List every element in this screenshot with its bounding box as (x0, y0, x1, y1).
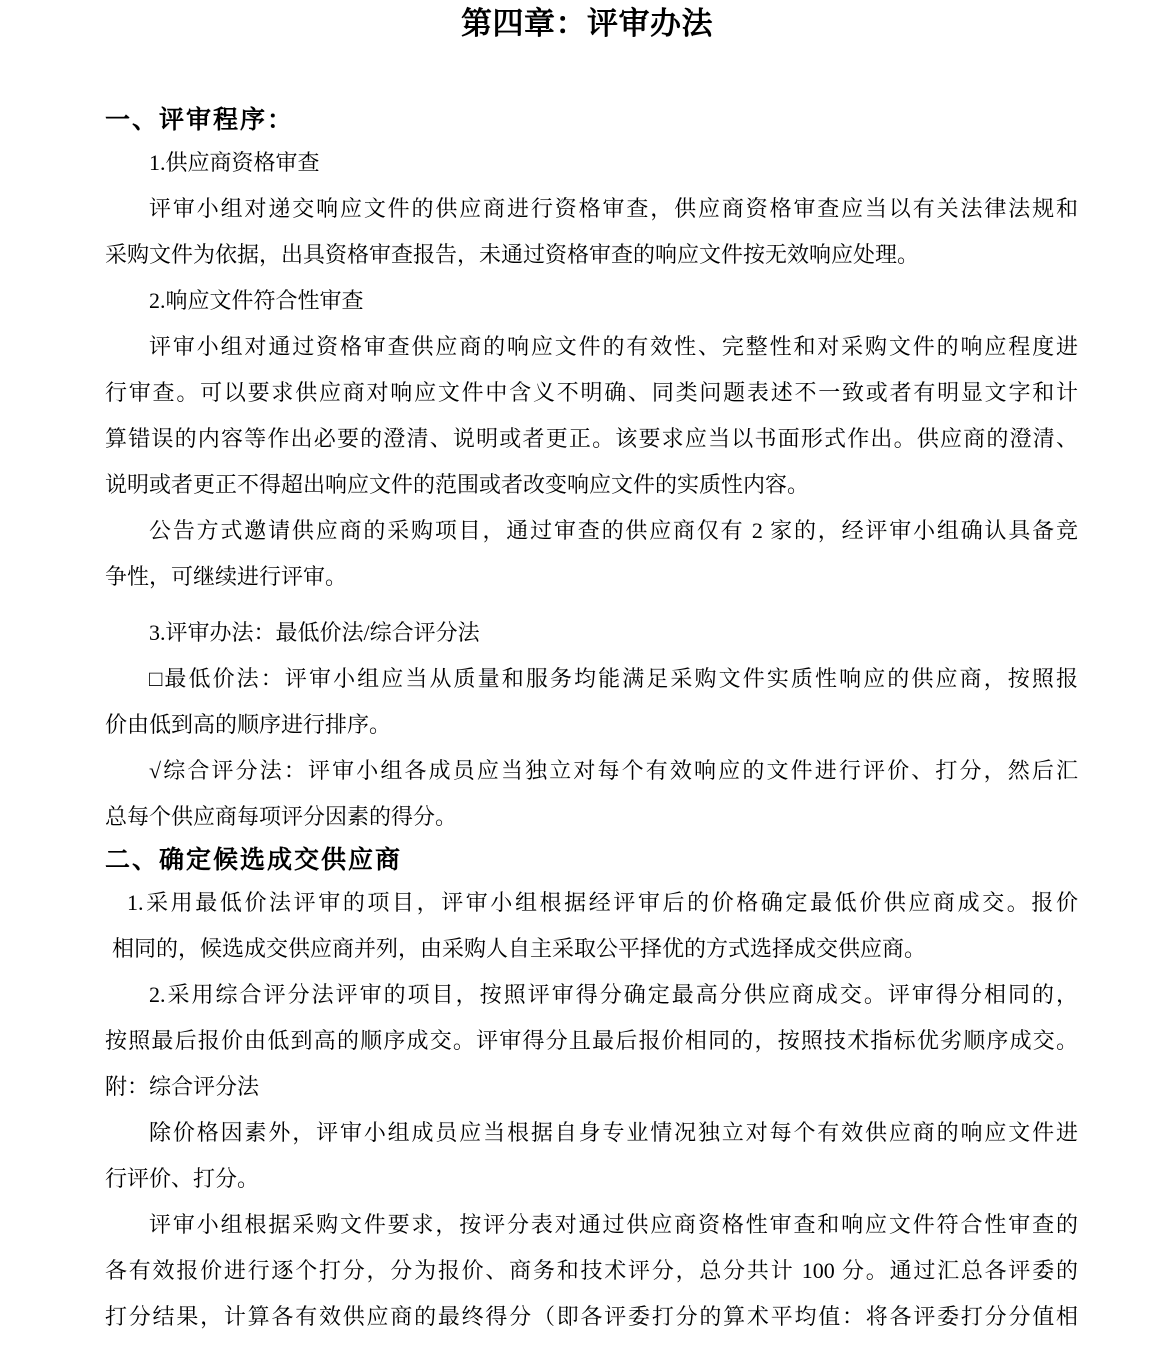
text-line: 3.评审办法：最低价法/综合评分法 (149, 620, 480, 645)
text-line: 除价格因素外，评审小组成员应当根据自身专业情况独立对每个有效供应商的响应文件进 (149, 1120, 1078, 1145)
text-line: 1.采用最低价法评审的项目，评审小组根据经评审后的价格确定最低价供应商成交。报价 (127, 890, 1078, 915)
text-line: 1.供应商资格审查 (149, 150, 320, 175)
text-line: 打分结果，计算各有效供应商的最终得分（即各评委打分的算术平均值：将各评委打分分值相 (105, 1304, 1078, 1329)
text-line: 总每个供应商每项评分因素的得分。 (105, 804, 458, 829)
text-line: 说明或者更正不得超出响应文件的范围或者改变响应文件的实质性内容。 (105, 472, 810, 497)
page-title: 第四章：评审办法 (461, 6, 713, 41)
text-line: 按照最后报价由低到高的顺序成交。评审得分且最后报价相同的，按照技术指标优劣顺序成交。 (105, 1028, 1078, 1053)
text-line: 行评价、打分。 (105, 1166, 260, 1191)
section-heading: 一、评审程序： (105, 106, 295, 134)
text-line: □最低价法：评审小组应当从质量和服务均能满足采购文件实质性响应的供应商，按照报 (149, 666, 1078, 691)
text-line: 公告方式邀请供应商的采购项目，通过审查的供应商仅有 2 家的，经评审小组确认具备竞 (149, 518, 1078, 543)
text-line: 相同的，候选成交供应商并列，由采购人自主采取公平择优的方式选择成交供应商。 (112, 936, 927, 961)
text-line: 2.响应文件符合性审查 (149, 288, 364, 313)
document-content (105, 100, 1078, 1340)
text-line: √综合评分法：评审小组各成员应当独立对每个有效响应的文件进行评价、打分，然后汇 (149, 758, 1078, 783)
text-line: 争性，可继续进行评审。 (105, 564, 348, 589)
text-line: 评审小组对通过资格审查供应商的响应文件的有效性、完整性和对采购文件的响应程度进 (149, 334, 1078, 359)
text-line: 行审查。可以要求供应商对响应文件中含义不明确、同类问题表述不一致或者有明显文字和计 (105, 380, 1078, 405)
text-line: 价由低到高的顺序进行排序。 (105, 712, 392, 737)
text-line: 2.采用综合评分法评审的项目，按照评审得分确定最高分供应商成交。评审得分相同的， (149, 982, 1078, 1007)
text-line: 采购文件为依据，出具资格审查报告，未通过资格审查的响应文件按无效响应处理。 (105, 242, 920, 267)
text-line: 算错误的内容等作出必要的澄清、说明或者更正。该要求应当以书面形式作出。供应商的澄清、 (105, 426, 1078, 451)
text-line: 各有效报价进行逐个打分，分为报价、商务和技术评分，总分共计 100 分。通过汇总各评委的 (105, 1258, 1078, 1283)
text-line: 附：综合评分法 (105, 1074, 260, 1099)
text-line: 评审小组对递交响应文件的供应商进行资格审查，供应商资格审查应当以有关法律法规和 (149, 196, 1078, 221)
text-line: 评审小组根据采购文件要求，按评分表对通过供应商资格性审查和响应文件符合性审查的 (149, 1212, 1078, 1237)
section-heading: 二、确定候选成交供应商 (105, 846, 403, 874)
